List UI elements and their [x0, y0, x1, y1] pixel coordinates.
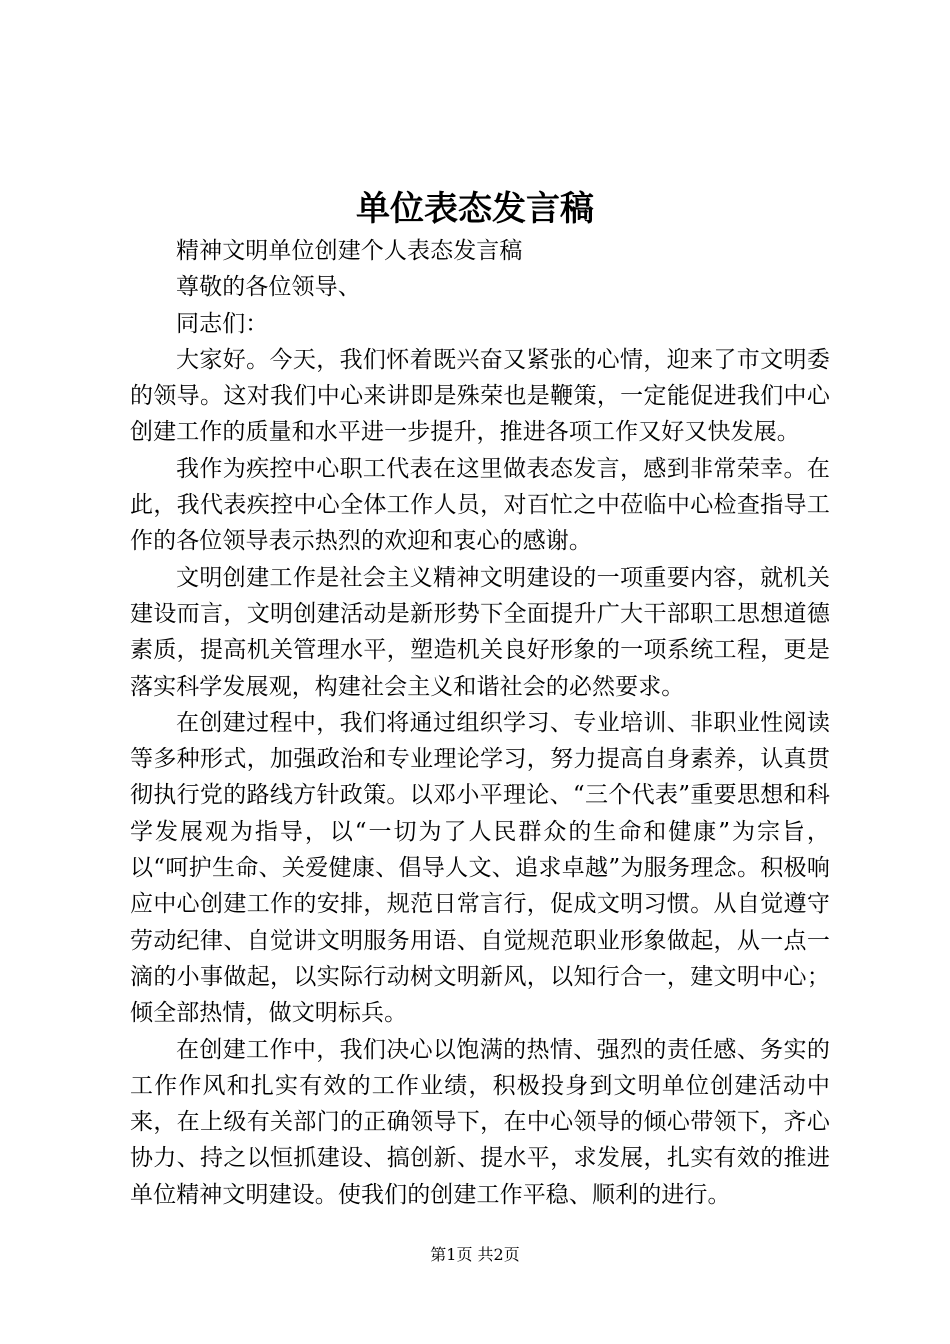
paragraph-process: 在创建过程中，我们将通过组织学习、专业培训、非职业性阅读等多种形式，加强政治和专业理论学习，努力提高自身素养，认真贯彻执行党的路线方针政策。以邓小平理论、“三个代表”重要思想和科学发展观为指导，以“一切为了人民群众的生命和健康”为宗旨，以“呵护生命、关爱健康、倡导人文、追求卓越”为服务理念。积极响应中心创建工作的安排，规范日常言行，促成文明习惯。从自觉遵守劳动纪律、自觉讲文明服务用语、自觉规范职业形象做起，从一点一滴的小事做起，以实际行动树文明新风，以知行合一，建文明中心；倾全部热情，做文明标兵。 — [130, 709, 830, 1027]
paragraph-greeting: 大家好。今天，我们怀着既兴奋又紧张的心情，迎来了市文明委的领导。这对我们中心来讲即是殊荣也是鞭策，一定能促进我们中心创建工作的质量和水平进一步提升，推进各项工作又好又快发展。 — [130, 346, 830, 446]
paragraph-representative: 我作为疾控中心职工代表在这里做表态发言，感到非常荣幸。在此，我代表疾控中心全体工作人员，对百忙之中莅临中心检查指导工作的各位领导表示热烈的欢迎和衷心的感谢。 — [130, 455, 830, 555]
paragraph-salutation-1: 尊敬的各位领导、 — [176, 274, 361, 301]
paragraph-salutation-2: 同志们： — [176, 310, 269, 337]
paragraph-determination: 在创建工作中，我们决心以饱满的热情、强烈的责任感、务实的工作作风和扎实有效的工作业绩，积极投身到文明单位创建活动中来，在上级有关部门的正确领导下，在中心领导的倾心带领下，齐心协力、持之以恒抓建设、搞创新、提水平，求发展，扎实有效的推进单位精神文明建设。使我们的创建工作平稳、顺利的进行。 — [130, 1036, 830, 1208]
paragraph-importance: 文明创建工作是社会主义精神文明建设的一项重要内容，就机关建设而言，文明创建活动是新形势下全面提升广大干部职工思想道德素质，提高机关管理水平，塑造机关良好形象的一项系统工程，更是落实科学发展观，构建社会主义和谐社会的必然要求。 — [130, 564, 830, 700]
paragraph-subtitle: 精神文明单位创建个人表态发言稿 — [176, 238, 523, 264]
page-number: 第1页 共2页 — [430, 1245, 520, 1264]
document-body — [130, 233, 830, 1213]
document-title: 单位表态发言稿 — [356, 189, 594, 229]
